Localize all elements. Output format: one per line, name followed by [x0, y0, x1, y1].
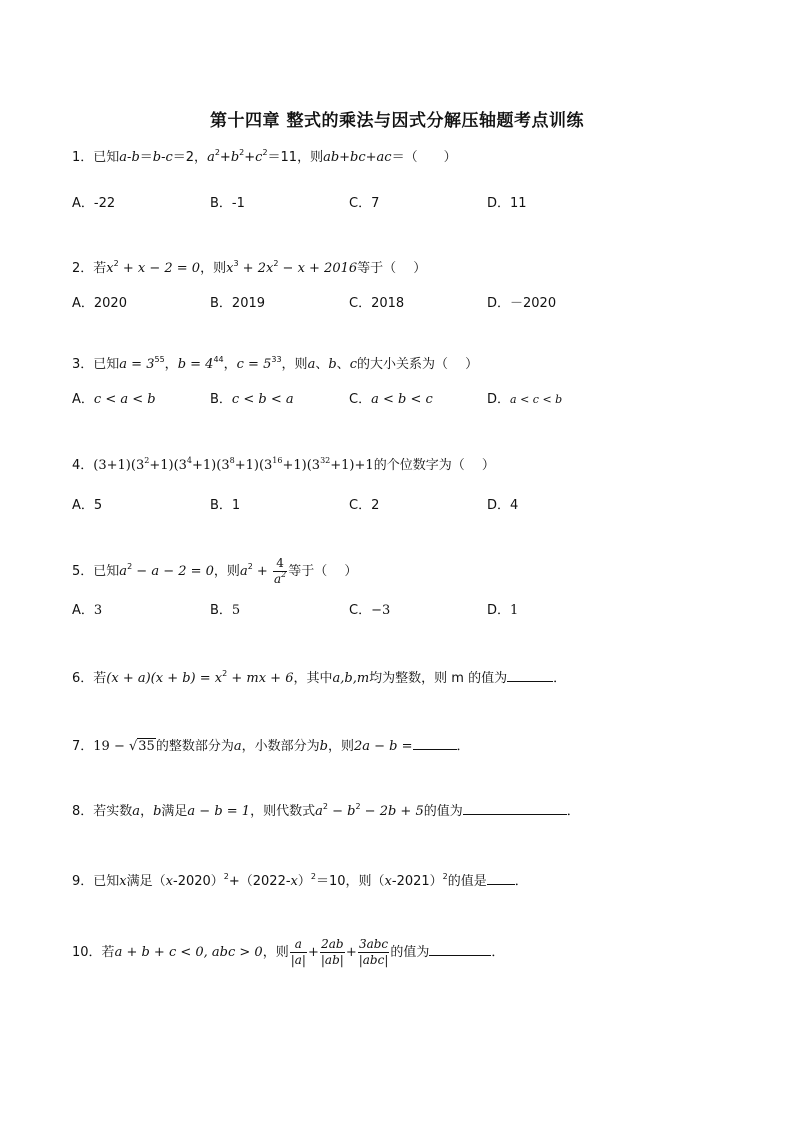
- question-3: 3．已知$a = 3^{55}$，$b = 4^{44}$，$c = 5^{33}$，则a、b、c的大小关系为（ ）: [72, 355, 479, 372]
- option-a[interactable]: A．c < a < b: [72, 392, 156, 407]
- question-3-options: [72, 388, 752, 408]
- option-c[interactable]: C．7: [349, 196, 380, 211]
- option-b[interactable]: B．-1: [210, 196, 245, 211]
- question-2-options: [72, 292, 752, 312]
- page-title: 第十四章 整式的乘法与因式分解压轴题考点训练: [210, 111, 584, 131]
- fraction-1: $\frac{a}{|a|}$: [290, 937, 306, 967]
- question-5: 5．已知$a^2 - a - 2 = 0$，则$a^2$ + $\frac{4}{a^2}$ 等于（ ）: [72, 556, 358, 586]
- question-7: 7．19 − √35的整数部分为a，小数部分为b，则2a − b = ．: [72, 736, 470, 757]
- question-4: 4．$(3+1)(3^2+1)(3^4+1)(3^8+1)(3^{16}+1)(3^{32}+1)+1$的个位数字为（ ）: [72, 456, 495, 473]
- question-2: 2．若$x^2 + x - 2 = 0$，则$x^3 + 2x^2 - x + 2016$等于（ ）: [72, 259, 427, 276]
- option-b[interactable]: B．2019: [210, 296, 266, 311]
- answer-blank[interactable]: [413, 736, 457, 750]
- option-a[interactable]: A．2020: [72, 296, 127, 311]
- fraction-3: $\frac{\text{3abc}}{\text{|abc|}}$: [358, 937, 389, 967]
- option-d[interactable]: D．4: [487, 498, 519, 513]
- option-c[interactable]: C．−3: [349, 603, 391, 618]
- question-1-options: [72, 192, 752, 212]
- option-c[interactable]: C．2018: [349, 296, 405, 311]
- option-a[interactable]: A．5: [72, 498, 103, 513]
- answer-blank[interactable]: [507, 668, 553, 682]
- option-d[interactable]: D．1: [487, 603, 519, 618]
- option-d[interactable]: D．－2020: [487, 296, 557, 311]
- question-10: 10．若a + b + c < 0, abc > 0，则 $\frac{a}{|a|}$ + $\frac{2ab}{|ab|}$ + $\frac{\text{3abc}}{\text{|abc|}}$ 的值为 ．: [72, 937, 505, 967]
- question-1: 1．已知a-b＝b-c＝2，$a^2+b^2+c^2=11$，则ab+bc+ac＝（ ）: [72, 148, 457, 165]
- fraction: $\frac{4}{a^2}$: [273, 556, 287, 586]
- fraction-2: $\frac{2ab}{|ab|}$: [320, 937, 344, 967]
- question-5-options: [72, 599, 752, 619]
- product-expression: $(3+1)(3^2+1)(3^4+1)(3^8+1)(3^{16}+1)(3^{32}+1)+1$: [93, 456, 374, 473]
- option-d[interactable]: D．11: [487, 196, 527, 211]
- option-b[interactable]: B．1: [210, 498, 241, 513]
- option-b[interactable]: B．5: [210, 603, 241, 618]
- question-9: 9．已知x满足$(x-2020)^2+(2022-x)^2=10$，则$(x-2021)^2$的值是 ．: [72, 872, 528, 889]
- question-8: 8．若实数a，b满足a − b = 1，则代数式$a^2 - b^2 - 2b + 5$的值为 ．: [72, 802, 580, 819]
- answer-blank[interactable]: [429, 942, 491, 956]
- question-6: 6．若$(x + a)(x + b) = x^2$ + mx + 6，其中a,b,m均为整数，则 m 的值为 ．: [72, 669, 567, 686]
- option-b[interactable]: B．c < b < a: [210, 392, 294, 407]
- question-4-options: [72, 494, 752, 514]
- option-d[interactable]: D．a < c < b: [487, 392, 563, 407]
- answer-blank[interactable]: [487, 871, 515, 885]
- answer-blank[interactable]: [463, 801, 567, 815]
- option-a[interactable]: A．3: [72, 603, 103, 618]
- option-c[interactable]: C．a < b < c: [349, 392, 433, 407]
- option-c[interactable]: C．2: [349, 498, 380, 513]
- option-a[interactable]: A．-22: [72, 196, 116, 211]
